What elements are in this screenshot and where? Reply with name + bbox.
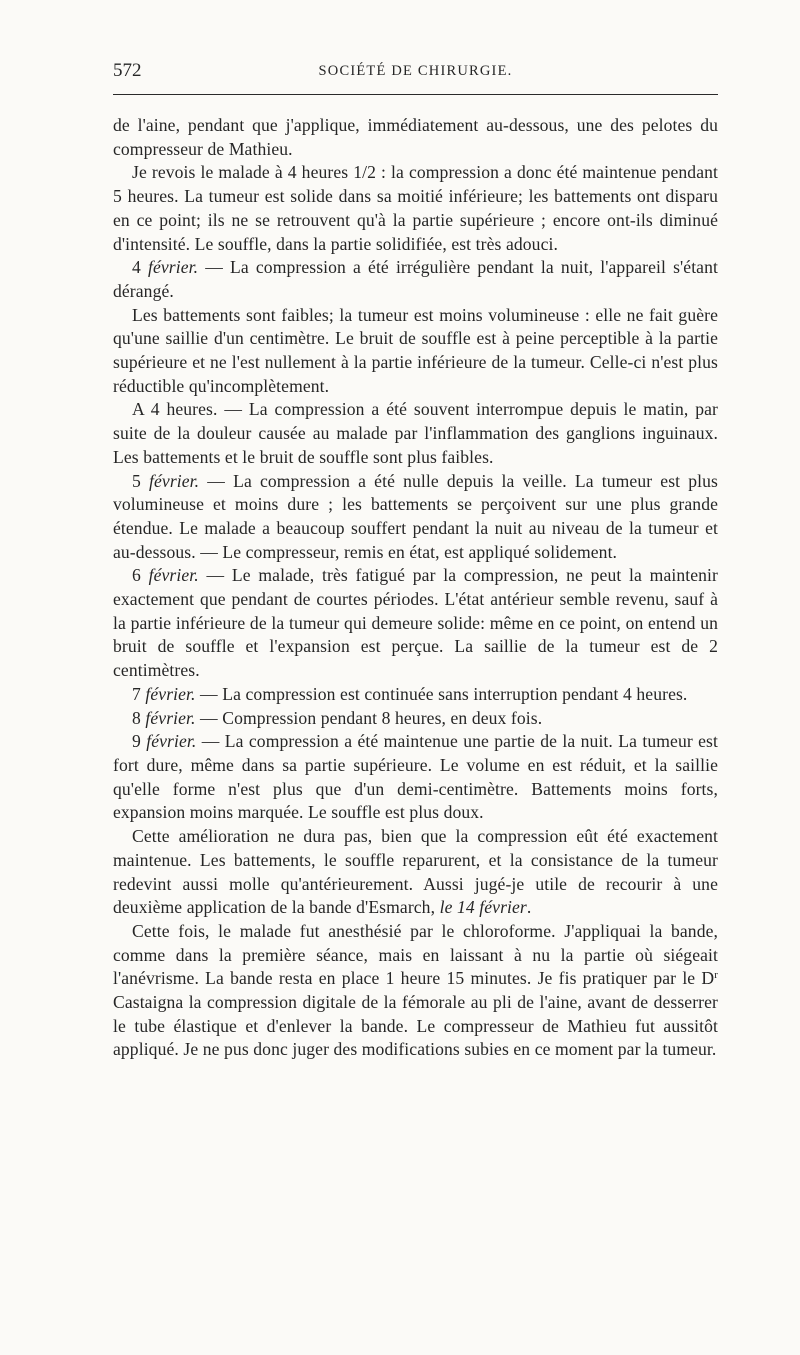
paragraph: Les battements sont faibles; la tumeur est moins volumineuse : elle ne fait guère qu'une saillie d'un centimètre. Le bruit de souffle est à peine perceptible à la partie supérieure et ne l'est nullement à la partie inférieure de la tumeur. Celle-ci n'est plus réductible qu'incomplètement. [113, 304, 718, 396]
paragraph: 7 février. — La compression est continuée sans interruption pendant 4 heures. [132, 683, 688, 704]
paragraph: 9 février. — La compression a été maintenue une partie de la nuit. La tumeur est fort dure, même dans sa partie supérieure. Le volume en est réduit, et la saillie qu'elle forme n'est plus que d'un demi-centimètre. Battements moins forts, expansion moins marquée. Le souffle est plus doux. [113, 731, 718, 823]
date-label: février. [145, 683, 196, 704]
running-title: SOCIÉTÉ DE CHIRURGIE. [318, 63, 513, 79]
body-text [113, 114, 718, 1062]
paragraph: Cette amélioration ne dura pas, bien que la compression eût été exactement maintenue. Les battements, le souffle reparurent, et la consistance de la tumeur redevint aussi molle qu'antérieurement. Aussi jugé-je utile de recourir à une deuxième application de la bande d'Esmarch, le 14 février. [113, 826, 718, 918]
paragraph: Cette fois, le malade fut anesthésié par le chloroforme. J'appliquai la bande, comme dans la première séance, mais en laissant à nu la partie où siégeait l'anévrisme. La bande resta en place 1 heure 15 minutes. Je fis pratiquer par le $D^r$ Castaigna la compression digitale de la fémorale au pli de l'aine, avant de desserrer le tube élastique et d'enlever la bande. Le compresseur de Mathieu fut aussitôt appliqué. Je ne pus donc juger des modifications subies en ce moment par la tumeur. [113, 920, 718, 1060]
date-label: le 14 février [439, 897, 527, 918]
date-label: février. [149, 470, 200, 491]
date-label: février. [148, 257, 199, 278]
date-label: février. [145, 707, 196, 728]
paragraph: 5 février. — La compression a été nulle depuis la veille. La tumeur est plus volumineuse et moins dure ; les battements se perçoivent sur une plus grande étendue. Le malade a beaucoup souffert pendant la nuit au niveau de la tumeur et au-dessous. — Le compresseur, remis en état, est appliqué solidement. [113, 470, 718, 562]
page-number: 572 [113, 60, 142, 81]
paragraph: A 4 heures. — La compression a été souvent interrompue depuis le matin, par suite de la douleur causée au malade par l'inflammation des ganglions inguinaux. Les battements et le bruit de souffle sont plus faibles. [113, 399, 718, 467]
paragraph: de l'aine, pendant que j'applique, immédiatement au-dessous, une des pelotes du compresseur de Mathieu. [113, 115, 718, 159]
paragraph: 8 février. — Compression pendant 8 heures, en deux fois. [132, 707, 543, 728]
paragraph: 4 février. — La compression a été irrégulière pendant la nuit, l'appareil s'étant dérangé. [113, 257, 718, 301]
paragraph: Je revois le malade à 4 heures 1/2 : la compression a donc été maintenue pendant 5 heures. La tumeur est solide dans sa moitié inférieure; les battements ont disparu en ce point; ils ne se retrouvent qu'à la partie supérieure ; encore ont-ils diminué d'intensité. Le souffle, dans la partie solidifiée, est très adouci. [113, 162, 718, 254]
header-rule [113, 94, 718, 95]
date-label: février. [146, 731, 197, 752]
page-header [113, 60, 718, 90]
date-label: février. [148, 565, 199, 586]
paragraph: 6 février. — Le malade, très fatigué par la compression, ne peut la maintenir exactement que pendant de courtes périodes. L'état antérieur semble revenu, sauf à la partie inférieure de la tumeur qui demeure solide: même en ce point, on entend un bruit de souffle et l'expansion est perçue. La saillie de la tumeur est de 2 centimètres. [113, 565, 718, 681]
